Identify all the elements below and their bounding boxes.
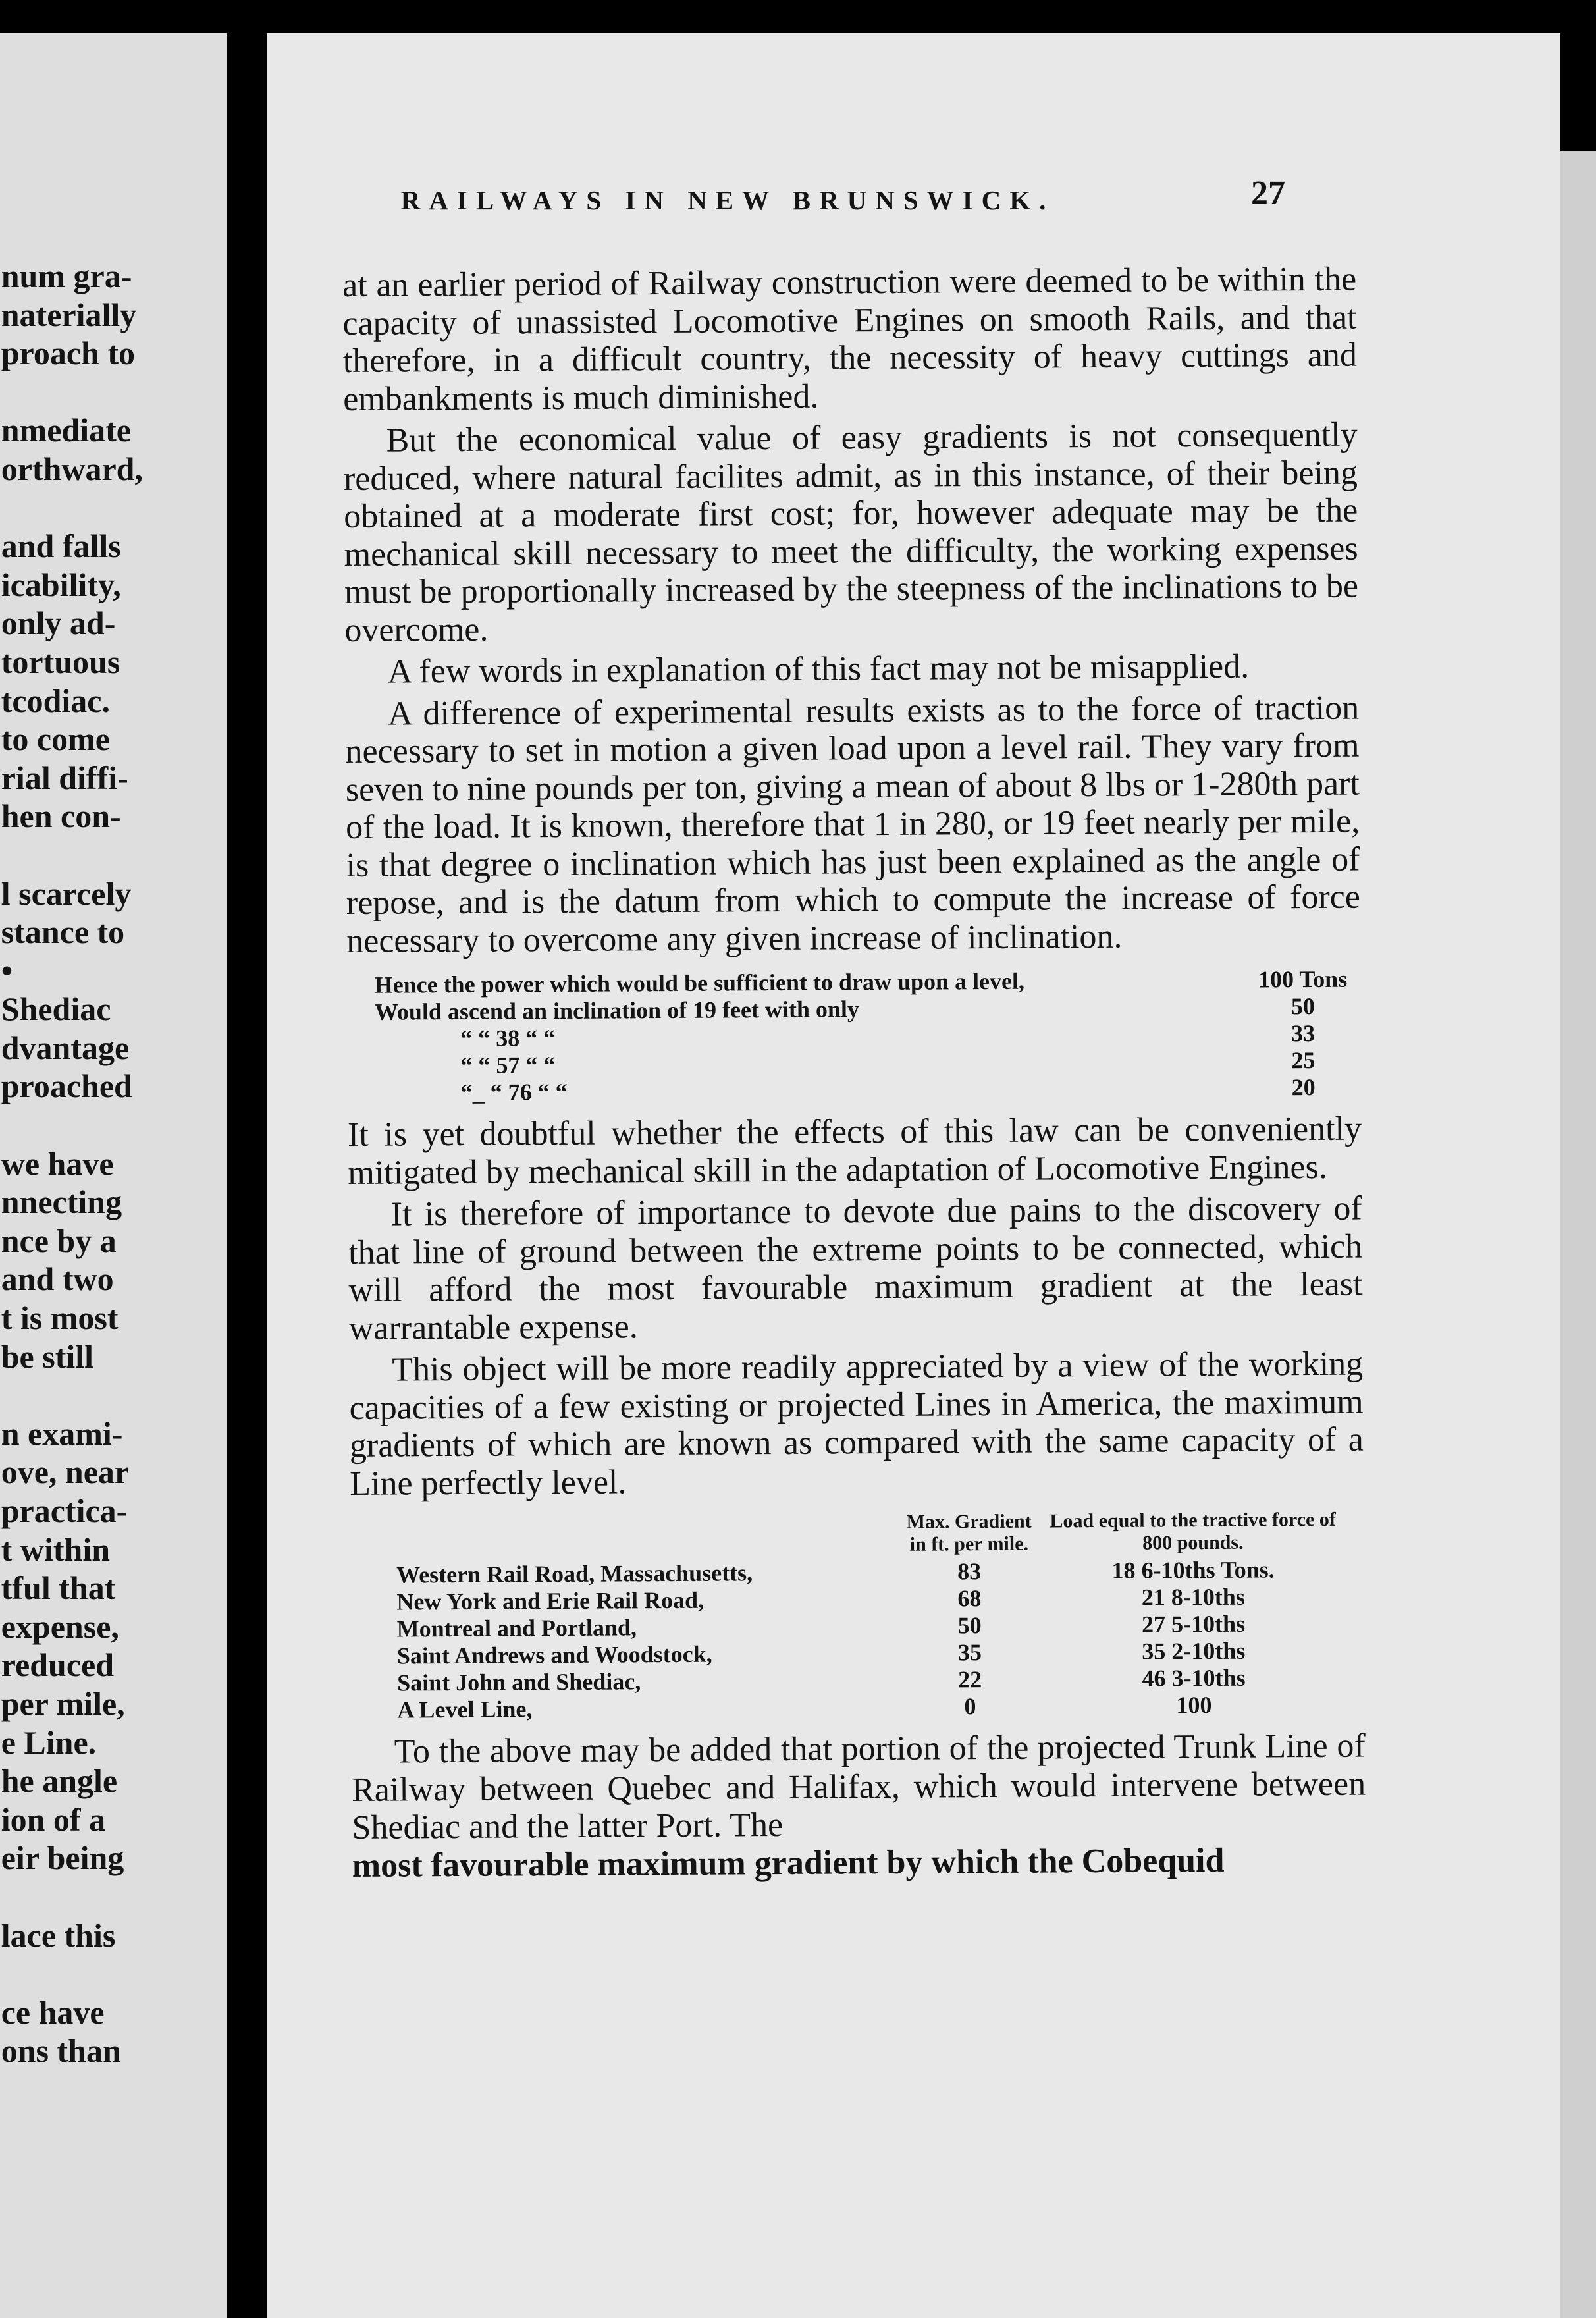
page-body bbox=[342, 261, 1366, 1885]
line-name: Western Rail Road, Massachusetts, bbox=[396, 1559, 753, 1588]
gradient-table bbox=[396, 1509, 1346, 1724]
paragraph: A few words in explanation of this fact may not be misapplied. bbox=[387, 647, 1250, 691]
line-gradient: 35 bbox=[957, 1639, 982, 1666]
row-value: 33 bbox=[1291, 1019, 1316, 1047]
page-edge bbox=[1560, 151, 1596, 2318]
line-load: 21 8-10ths bbox=[1141, 1583, 1245, 1611]
line-load: 27 5-10ths bbox=[1141, 1610, 1246, 1638]
paragraph: This object will be more readily appreciated by a view of the working capacities of a few existing or projected Lines in America, the maximum gradients of which are known as compared with the same capacity of a Line perfectly level. bbox=[349, 1345, 1364, 1503]
row-value: 50 bbox=[1290, 992, 1316, 1020]
table-row bbox=[397, 1691, 1345, 1724]
line-load: 46 3-10ths bbox=[1142, 1664, 1246, 1692]
table-header bbox=[396, 1509, 1344, 1559]
table-row bbox=[375, 1074, 1363, 1107]
line-name: Montreal and Portland, bbox=[396, 1614, 637, 1642]
facing-page-text: num gra- naterially proach to nmediate orthward, and falls icability, only ad- tortuous tcodiac. to come rial diffi- hen con- l scarcely stance to • Shediac dvantage proached we have nnecting nce by a and two t is most be still n exami- ove, near practica- t within tful that expense, reduced per mile, e Line. he angle ion of a eir being lace this ce have ons than bbox=[1, 257, 143, 2070]
row-description: Would ascend an inclination of 19 feet with only bbox=[374, 996, 860, 1025]
row-description: “_ “ 76 “ “ bbox=[460, 1078, 568, 1106]
row-description: “ “ 38 “ “ bbox=[460, 1025, 556, 1052]
header-gradient: Max. Gradient in ft. per mile. bbox=[906, 1510, 1032, 1555]
force-table bbox=[375, 966, 1363, 1107]
paragraph: at an earlier period of Railway construction were deemed to be within the capacity of unassisted Locomotive Engines on smooth Rails, and that therefore, in a difficult country, the necessity of heavy cuttings and embankments is much diminished. bbox=[342, 260, 1358, 418]
line-load: 35 2-10ths bbox=[1142, 1637, 1246, 1665]
page-number: 27 bbox=[1251, 175, 1285, 212]
paragraph-bold-line: most favourable maximum gradient by which the Cobequid bbox=[352, 1841, 1225, 1885]
header-load: Load equal to the tractive force of 800 pounds. bbox=[1050, 1508, 1336, 1554]
paragraph: But the economical value of easy gradients is not consequently reduced, where natural facilites admit, as in this instance, of their being obtained at a moderate first cost; for, however adequate may be the mechanical skill necessary to meet the difficulty, the working expenses must be proportionally increased by the steepness of the inclinations to be overcome. bbox=[343, 416, 1359, 649]
paragraph: It is therefore of importance to devote due pains to the discovery of that line of ground between the extreme points to be connected, which will afford the most favourable maximum gradient at the least warrantable expense. bbox=[348, 1189, 1363, 1347]
line-name: Saint Andrews and Woodstock, bbox=[396, 1640, 712, 1669]
row-value: 100 Tons bbox=[1258, 965, 1348, 993]
line-name: A Level Line, bbox=[397, 1696, 533, 1723]
line-name: Saint John and Shediac, bbox=[397, 1668, 641, 1696]
line-gradient: 50 bbox=[957, 1612, 982, 1639]
paragraph: A difference of experimental results exists as to the force of traction necessary to set in motion a given load upon a level rail. They vary from seven to nine pounds per ton, giving a mean of about 8 lbs or 1-280th part of the load. It is known, therefore that 1 in 280, or 19 feet nearly per mile, is that degree o inclination which has just been explained as the angle of repose, and is the datum from which to compute the increase of force necessary to overcome any given increase of inclination. bbox=[345, 689, 1361, 960]
running-head: RAILWAYS IN NEW BRUNSWICK. bbox=[400, 185, 1055, 215]
book-binding bbox=[227, 0, 267, 2318]
row-value: 20 bbox=[1291, 1073, 1316, 1101]
paragraph: It is yet doubtful whether the effects of this law can be conveniently mitigated by mechanical skill in the adaptation of Locomotive Engines. bbox=[347, 1110, 1362, 1192]
line-gradient: 0 bbox=[964, 1693, 976, 1720]
row-value: 25 bbox=[1291, 1046, 1316, 1074]
row-description: Hence the power which would be sufficient to draw upon a level, bbox=[374, 967, 1025, 998]
line-load: 100 bbox=[1176, 1691, 1212, 1719]
row-description: “ “ 57 “ “ bbox=[460, 1052, 556, 1079]
line-gradient: 68 bbox=[957, 1585, 982, 1612]
paragraph: To the above may be added that portion of the projected Trunk Line of Railway between Quebec and Halifax, which would intervene between Shediac and the latter Port. The bbox=[351, 1727, 1366, 1846]
line-load: 18 6-10ths Tons. bbox=[1111, 1556, 1275, 1584]
line-gradient: 83 bbox=[957, 1558, 982, 1585]
line-name: New York and Erie Rail Road, bbox=[396, 1586, 705, 1615]
line-gradient: 22 bbox=[958, 1666, 982, 1693]
facing-page bbox=[0, 33, 227, 2318]
